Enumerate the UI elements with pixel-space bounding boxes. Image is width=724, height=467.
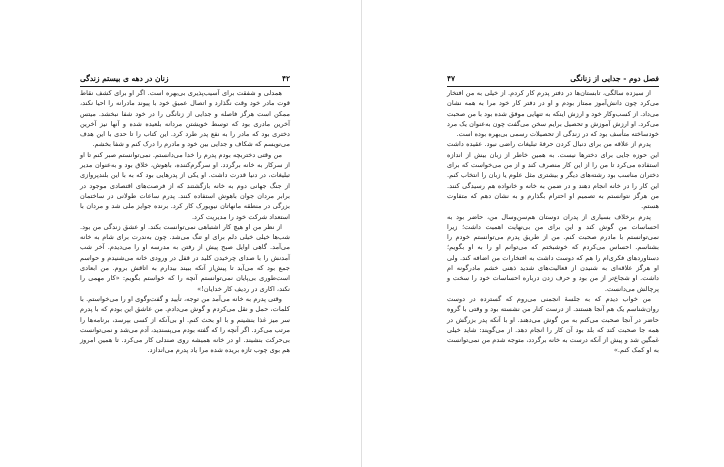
- left-paragraph-4: وقتی پدرم به خانه می‌آمد من توجه، تأیید و گفت‌وگوی او را می‌خواستم. با کلمات، حمل و نقل می‌کردم و گوش می‌دادم. من عاشق این بودم که با پدرم سر میز غذا بنشینم و با او بحث کنم. او بی‌آنکه از کسی بپرسد، برنامه‌ها را مرتب می‌کرد. اگر آنچه را که گفته بودم می‌پسندید، آدم می‌شد و نمی‌توانست بی‌حرکت بنشیند. او در خانه همیشه روی صندلی کار می‌کرد. تا همین امروز هم بوی چوب تازه بریده شده مرا یاد پدرم می‌اندازد.: [80, 294, 290, 355]
- right-paragraph-3: پدرم برخلاف بسیاری از پدران دوستان هم‌سن‌وسال من، حاضر بود به احساسات من گوش کند و این برای من بی‌نهایت اهمیت داشت؛ زیرا نمی‌توانستم با مادرم صحبت کنم. من از طریق پدرم می‌توانستم خودم را بشناسم. احساس می‌کردم که خوشبختم که می‌توانم او را به او بگویم؛ دستاوردهای فکری‌ام را هم که دوست داشت به افتخارات من اضافه کند. ولی او هرگز علاقه‌ای به شنیدن از فعالیت‌های شدید ذهنی خشم مادرگونه ام داشت. او شجاع‌تر از من بود و حرف زدن درباره احساسات خود را سخت و پرچالش می‌دانست.: [447, 212, 659, 293]
- left-header-rule: [80, 86, 290, 87]
- right-page-body: [447, 88, 659, 356]
- right-page-number: ۴۷: [447, 73, 456, 83]
- left-paragraph-1: همدلی و شفقت برای آسیب‌پذیری بی‌بهره است. اگر او برای کشف نقاط قوت مادر خود وقت نگذارد و اتصال عمیق خود با پیوند مادرانه را احیا نکند، ممکن است هرگز فاصله و جدایی از زنانگی را در خود شفا نبخشد. میتس آخرین مادری بود که توسط خویشتن مردانه بلعیده شده و آنها نیز آخرین دختری بود که مادر را به نفع پدر طرد کرد. این کتاب را تا حدی با این هدف می‌نویسم که شکاف و جدایی بین خود و مادرم را درک کنم و شفا بخشم.: [80, 89, 290, 149]
- left-page-header: [80, 72, 290, 84]
- left-running-head: زنان در دهه ی بیستم زندگی: [80, 73, 169, 83]
- right-paragraph-4: من خواب دیدم که به جلسهٔ انجمنی می‌روم که گسترده در دوست روان‌شناسم یک هم آنجا هستند. از درست کنار من نشسته بود و وقتی با گروه حاضر در آنجا صحبت می‌کنم به من گوش می‌دهند. او با آنکه پدر بزرگش در همه جا صحبت کند که بلد بود آن کار را انجام دهد. از می‌گویند: شاید خیلی غمگین شد و پیش از آنکه درست به خانه برگردد، متوجه شدم من نمی‌توانست به او کمک کنم.»: [447, 294, 659, 355]
- left-paragraph-2: من وقتی دختربچه بودم پدرم را خدا می‌دانستم. نمی‌توانستم صبر کنم تا او از سرکار به خانه برگردد. او سرگرم‌کننده، باهوش، خلاق بود و به‌عنوان مدیر تبلیغات، در دنیا قدرت داشت. او یکی از پدرهایی بود که به با این بلندپروازی از جنگ جهانی دوم به خانه بازگشتند که از فرصت‌های اقتصادی موجود در برابر مردان جوان باهوش استفاده کنند. پدرم ساعات طولانی در ساختمان بزرگی در منطقه مانهاتان نیویورک کار کرد. برنده جوایز ملی شد و مردان با استعداد شرکت خود را مدیریت کرد.: [80, 150, 290, 221]
- right-running-head: فصل دوم - جدایی از زنانگی: [570, 73, 659, 83]
- right-header-rule: [447, 86, 659, 87]
- right-paragraph-1: از سیزده سالگی، تابستان‌ها در دفتر پدرم کار کردم. از خیلی به من افتخار می‌کرد چون دانش‌آموز ممتاز بودم و او در دفتر کار خود مرا به همه نشان می‌داد. از کسب‌وکار خود و ارزش اینکه به تنهایی موفق شده بود با من صحبت می‌کرد. او ارزش آموزش و تحصیل برایم سخن می‌گفت چون به‌عنوان یک مرد خودساخته متأسف بود که در زندگی از تحصیلات رسمی بی‌بهره بوده است.: [447, 89, 659, 139]
- left-page-number: ۴۲: [281, 73, 290, 83]
- left-paragraph-3: از نظر من او هیچ کار اشتباهی نمی‌توانست بکند. او عشق زندگی من بود. شب‌ها خیلی خیلی دلم برای او تنگ می‌شد. چون به‌ندرت برای شام به خانه می‌آمد. گاهی اوایل صبح پیش از رفتن به مدرسه او را می‌دیدم. آخر شب آمدنش را با صدای چرخیدن کلید در قفل در ورودی خانه می‌شنیدم و حواسم جمع بود که می‌آید تا پیش‌از آنکه ببیند بیدارم به اتاقش بروم. من ابعادی است‌طوری بی‌پایان نمی‌توانستم آنچه را که خواستم بگویم: «کار مهمی را نکند، اکاری در ردیف کار خدایان!»: [80, 222, 290, 293]
- right-page: [362, 0, 724, 467]
- right-paragraph-2: پدرم از علاقه من برای دنبال کردن حرفهٔ تبلیغات راضی نبود. عقیده داشت این حوزه جایی برای دخترها نیست. به همین خاطر از زبان بیش از اندازه استفاده می‌کرد تا من را از این کار منصرف کند و از من می‌خواست که برای دختران مناسب بود رشته‌های دیگر و بیشتری مثل علوم یا زبان را انتخاب کنم. این کار را در خانه انجام دهند و در ضمن به خانه و خانواده هم رسیدگی کنند. من هرگز نتوانستم به تصمیم او احترام بگذارم و به نشان دهم که متفاوت هستم.: [447, 140, 659, 211]
- right-page-header: [447, 72, 659, 84]
- left-page-body: [80, 88, 290, 356]
